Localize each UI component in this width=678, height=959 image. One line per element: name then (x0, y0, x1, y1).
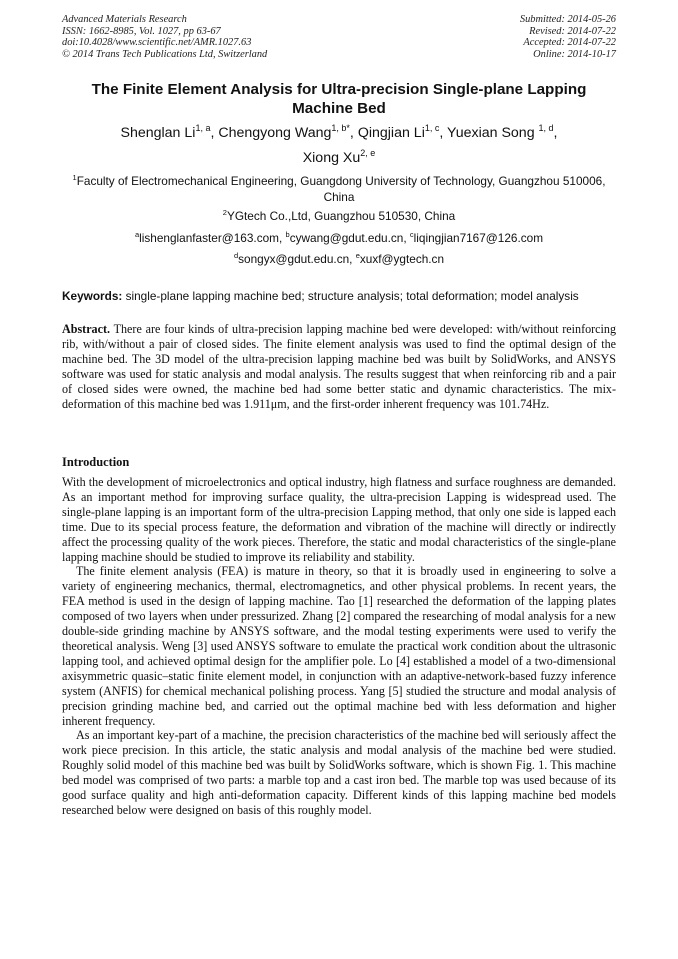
issn-line: ISSN: 1662-8985, Vol. 1027, pp 63-67 (62, 25, 221, 37)
author-separator: , (210, 125, 219, 141)
keywords-label: Keywords: (62, 289, 123, 303)
author-affiliation-mark: 1, c (424, 123, 440, 133)
author-affiliation-mark: 2, e (360, 148, 376, 158)
email-mark: c (409, 230, 414, 239)
email-mark: b (285, 230, 290, 239)
copyright-line: © 2014 Trans Tech Publications Ltd, Switzerland (62, 48, 268, 60)
author-name: Xiong Xu (302, 150, 361, 166)
paragraph: As an important key-part of a machine, the precision characteristics of the machine bed will seriously affect the work piece precision. In this article, the static analysis and modal analysis of the machine bed were studied. Roughly solid model of this machine bed was built by SolidWorks software, which is shown Fig. 1. This machine bed model was comprised of two parts: a marble top and a cast iron bed. The marble top was used because of its good surface quality and high anti-deformation capacity. Different kinds of this lapping machine bed models researched below were designed on basis of this roughly model. (62, 728, 616, 817)
submission-dates (520, 14, 616, 60)
email-line-2 (62, 252, 616, 268)
journal-name: Advanced Materials Research (62, 14, 187, 25)
submitted-date: Submitted: 2014-05-26 (519, 14, 616, 25)
author-list (62, 121, 616, 171)
keywords-text: single-plane lapping machine bed; structure analysis; total deformation; model analysis (122, 289, 579, 303)
email-b: cywang@gdut.edu.cn, (289, 231, 410, 245)
affiliation-2 (62, 209, 616, 225)
author-affiliation-mark: 1, d (538, 123, 554, 133)
affiliation-text: Faculty of Electromechanical Engineering, Guangdong University of Technology, Guangzhou 510006, China (76, 174, 606, 204)
abstract-label: Abstract. (62, 322, 111, 336)
accepted-date: Accepted: 2014-07-22 (523, 37, 616, 49)
email-mark: d (233, 251, 239, 260)
email-mark: a (134, 230, 140, 239)
affiliation-mark: 1 (72, 173, 77, 182)
author-affiliation-mark: 1, b* (331, 123, 350, 133)
affiliation-1 (62, 174, 616, 205)
author-name: Qingjian Li (357, 125, 425, 141)
section-heading-introduction: Introduction (62, 455, 130, 469)
paragraph: The finite element analysis (FEA) is mature in theory, so that it is broadly used in engineering to solve a variety of engineering mechanics, thermal, electromagnetics, and other physical problems. In recent years, the FEA method is used in the design of lapping machine. Tao [1] researched the deformation of the lapping plates composed of two layers when under pressurized. Zhang [2] compared the researching of modal analysis for a new double-side grinding machine by ANSYS software, and the modal testing experiments were used to verify the theoretical analysis. Weng [3] used ANSYS software to emulate the practical work condition about the ultrasonic lapping tool, and achieved optimal design for the amplifier pole. Lo [4] established a model of a two-dimensional axisymmetric quasic–static finite element model, in conjunction with an adaptive-network-based fuzzy inference system (ANFIS) for chemical mechanical polishing process. Yang [5] studied the structure and modal analysis of precision grinding machine bed, and carried out the optimal machine bed with less deformation and higher inherent frequency. (62, 564, 616, 728)
affiliation-text: YGtech Co.,Ltd, Guangzhou 510530, China (226, 209, 456, 223)
abstract-text: There are four kinds of ultra-precision lapping machine bed were developed: with/without reinforcing rib, with/without a pair of closed sides. The finite element analysis was used to find the optimal design of the machine bed. The 3D model of the ultra-precision lapping machine bed was built by SolidWorks, and ANSYS software was used for static analysis and modal analysis. The results suggest that when reinforcing rib and a pair of closed sides were owned, the machine bed had some better static and dynamic characteristics. The mix-deformation of this machine bed was 1.911μm, and the first-order inherent frequency was 101.74Hz. (62, 322, 616, 411)
email-e: xuxf@ygtech.cn (359, 252, 445, 266)
email-line-1 (62, 231, 616, 247)
email-mark: e (355, 251, 360, 260)
keywords (62, 289, 622, 304)
email-c: liqingjian7167@126.com (413, 231, 544, 245)
author-name: Shenglan Li (120, 125, 196, 141)
author-affiliation-mark: 1, a (195, 123, 211, 133)
paper-title: The Finite Element Analysis for Ultra-precision Single-plane Lapping Machine Bed (91, 81, 587, 117)
affiliation-mark: 2 (222, 208, 227, 217)
email-a: lishenglanfaster@163.com, (139, 231, 286, 245)
journal-info (62, 14, 267, 60)
email-d: songyx@gdut.edu.cn, (238, 252, 356, 266)
author-separator: , (553, 125, 558, 141)
abstract (62, 322, 616, 411)
doi-line: doi:10.4028/www.scientific.net/AMR.1027.63 (62, 37, 252, 49)
author-separator: , (439, 125, 448, 141)
introduction-body (62, 475, 616, 818)
paragraph: With the development of microelectronics and optical industry, high flatness and surface roughness are demanded. As an important method for improving surface quality, the ultra-precision Lapping is widespread used. The single-plane lapping is an important form of the ultra-precision Lapping method, that only one side is lapped each time. Due to its special process feature, the deformation and vibration of the machine will directly or indirectly affect the processing quality of the work pieces. Therefore, the static and modal characteristics of the single-plane lapping machine should be studied to improve its reliability and stability. (62, 475, 616, 564)
author-name: Chengyong Wang (218, 125, 332, 141)
author-name: Yuexian Song (447, 125, 539, 141)
author-separator: , (349, 125, 358, 141)
revised-date: Revised: 2014-07-22 (529, 25, 616, 37)
online-date: Online: 2014-10-17 (533, 48, 616, 60)
